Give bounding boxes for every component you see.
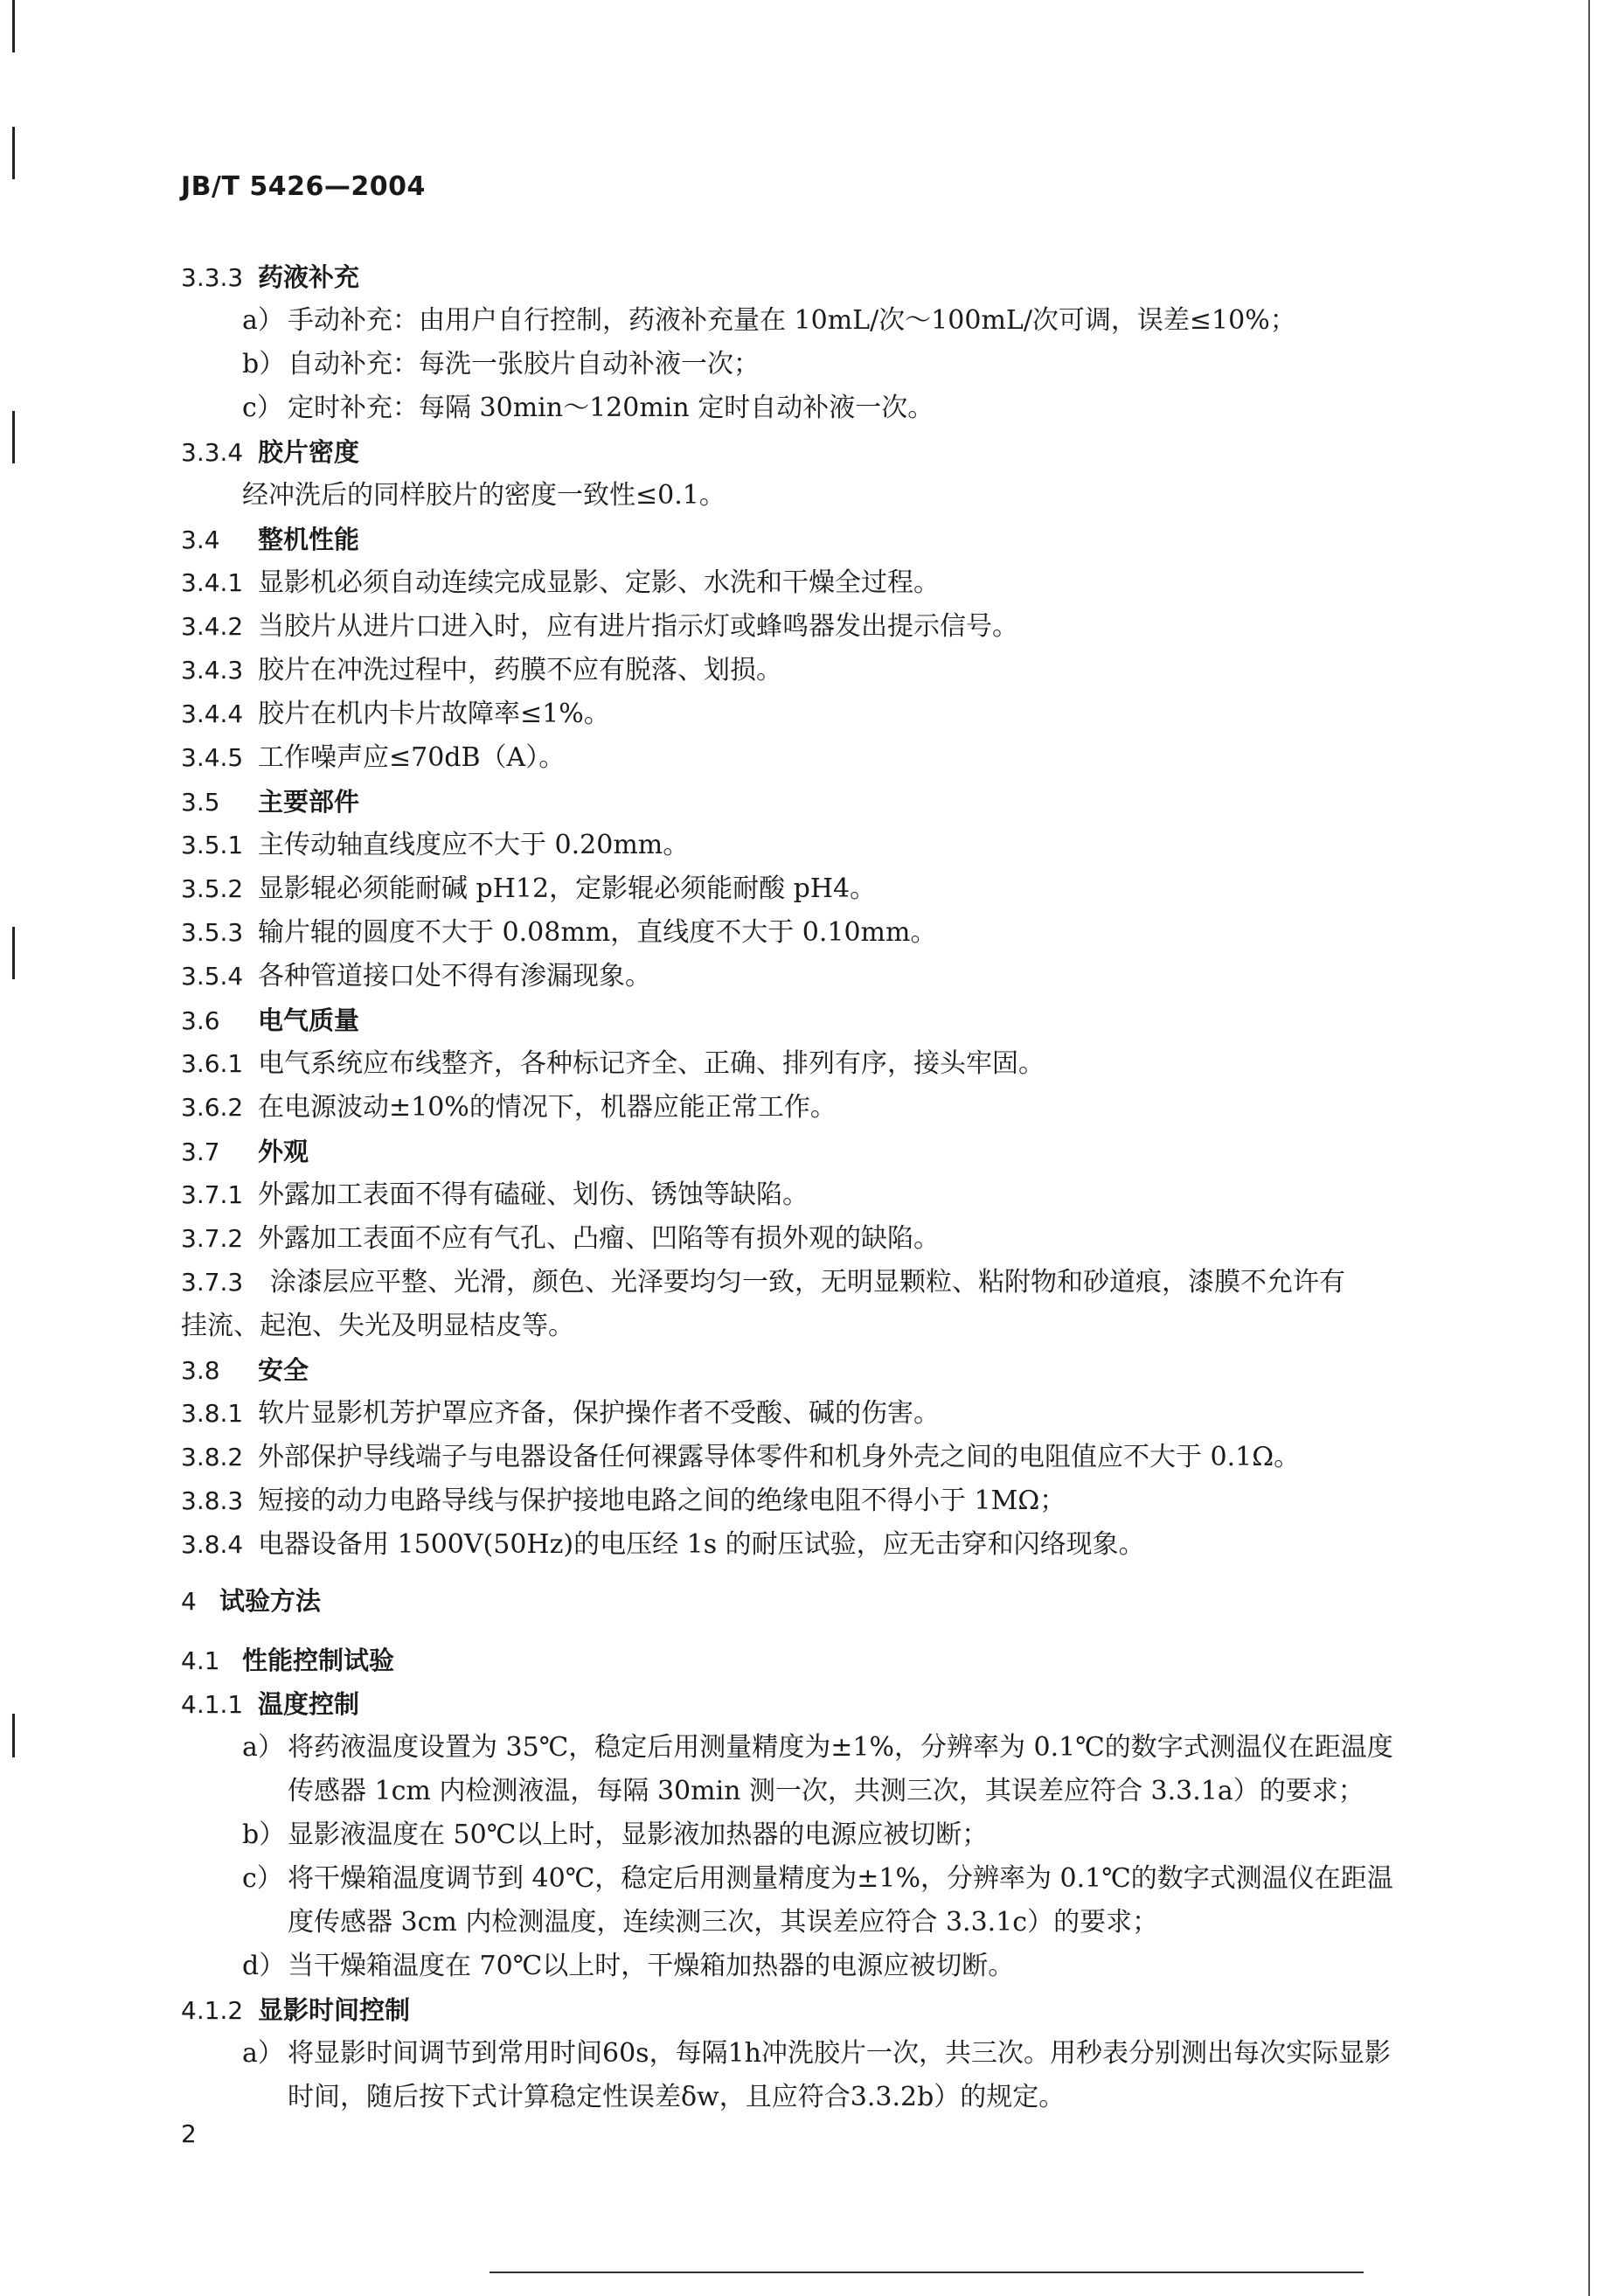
list-item: a） 将显影时间调节到常用时间60s，每隔1h冲洗胶片一次，共三次。用秒表分别测出每次实际显影 xyxy=(242,2038,1391,2069)
clause: 3.6.1 电气系统应布线整齐，各种标记齐全、正确、排列有序，接头牢固。 xyxy=(181,1048,1045,1079)
document-body xyxy=(181,255,1457,2119)
section-heading: 3.5 主要部件 xyxy=(181,787,360,817)
section-heading: 3.6 电气质量 xyxy=(181,1005,360,1035)
scan-edge-line xyxy=(12,1714,15,1757)
clause-continuation: 挂流、起泡、失光及明显桔皮等。 xyxy=(181,1311,574,1341)
scan-edge-line xyxy=(12,411,15,463)
section-heading: 3.7 外观 xyxy=(181,1137,309,1166)
clause: 3.5.3 输片辊的圆度不大于 0.08mm，直线度不大于 0.10mm。 xyxy=(181,917,937,948)
list-item: a） 将药液温度设置为 35℃，稳定后用测量精度为±1%，分辨率为 0.1℃的数字式测温仪在距温度 xyxy=(242,1732,1393,1763)
section-heading: 3.8 安全 xyxy=(181,1355,309,1385)
clause: 3.7.2 外露加工表面不应有气孔、凸瘤、凹陷等有损外观的缺陷。 xyxy=(181,1223,940,1254)
scan-edge-line xyxy=(12,127,15,179)
clause: 3.5.4 各种管道接口处不得有渗漏现象。 xyxy=(181,961,651,991)
clause: 3.5.1 主传动轴直线度应不大于 0.20mm。 xyxy=(181,830,690,860)
list-item: d）当干燥箱温度在 70℃以上时，干燥箱加热器的电源应被切断。 xyxy=(242,1951,1015,1981)
standard-code: JB/T 5426—2004 xyxy=(181,171,426,202)
clause: 3.4.3 胶片在冲洗过程中，药膜不应有脱落、划损。 xyxy=(181,655,782,685)
clause: 3.8.3 短接的动力电路导线与保护接地电路之间的绝缘电阻不得小于 1MΩ； xyxy=(181,1485,1066,1516)
chapter-heading: 4 试验方法 xyxy=(181,1586,322,1616)
clause: 3.7.1 外露加工表面不得有磕碰、划伤、锈蚀等缺陷。 xyxy=(181,1179,809,1210)
scan-edge-line xyxy=(1588,0,1590,2296)
paragraph: 经冲洗后的同样胶片的密度一致性≤0.1。 xyxy=(242,480,726,511)
clause: 3.4.2 当胶片从进片口进入时，应有进片指示灯或蜂鸣器发出提示信号。 xyxy=(181,611,1018,642)
section-heading: 3.4 整机性能 xyxy=(181,525,360,554)
clause: 3.8.4 电器设备用 1500V(50Hz)的电压经 1s 的耐压试验，应无击穿和闪络现象。 xyxy=(181,1529,1145,1560)
list-item: a） 手动补充：由用户自行控制，药液补充量在 10mL/次～100mL/次可调，误差≤10%； xyxy=(242,305,1296,336)
scan-edge-line xyxy=(12,0,15,52)
list-item: b）自动补充：每洗一张胶片自动补液一次； xyxy=(242,349,760,379)
list-item: b）显影液温度在 50℃以上时，显影液加热器的电源应被切断； xyxy=(242,1819,989,1850)
clause: 3.5.2 显影辊必须能耐碱 pH12，定影辊必须能耐酸 pH4。 xyxy=(181,873,877,904)
clause: 3.4.4 胶片在机内卡片故障率≤1%。 xyxy=(181,699,610,729)
clause: 3.4.5 工作噪声应≤70dB（A）。 xyxy=(181,742,566,773)
clause: 3.6.2 在电源波动±10%的情况下，机器应能正常工作。 xyxy=(181,1092,837,1123)
scan-bottom-line xyxy=(490,2272,1364,2273)
page-number: 2 xyxy=(181,2119,197,2148)
section-heading: 4.1.2 显影时间控制 xyxy=(181,1995,411,2025)
clause: 3.8.2 外部保护导线端子与电器设备任何裸露导体零件和机身外壳之间的电阻值应不大于 0.1Ω。 xyxy=(181,1442,1301,1472)
section-heading: 4.1 性能控制试验 xyxy=(181,1645,395,1675)
list-item-continuation: 度传感器 3cm 内检测温度，连续测三次，其误差应符合 3.3.1c）的要求； xyxy=(288,1907,1159,1938)
clause: 3.7.3 涂漆层应平整、光滑，颜色、光泽要均匀一致，无明显颗粒、粘附物和砂道痕，漆膜不允许有 xyxy=(181,1267,1345,1298)
scan-edge-line xyxy=(12,927,15,979)
section-heading: 3.3.3 药液补充 xyxy=(181,262,360,292)
list-item-continuation: 传感器 1cm 内检测液温，每隔 30min 测一次，共测三次，其误差应符合 3.3.1a）的要求； xyxy=(288,1776,1364,1806)
list-item: c） 定时补充：每隔 30min～120min 定时自动补液一次。 xyxy=(242,393,934,423)
section-heading: 4.1.1 温度控制 xyxy=(181,1689,360,1719)
clause: 3.8.1 软片显影机芳护罩应齐备，保护操作者不受酸、碱的伤害。 xyxy=(181,1398,940,1429)
clause: 3.4.1 显影机必须自动连续完成显影、定影、水洗和干燥全过程。 xyxy=(181,567,940,598)
section-heading: 3.3.4 胶片密度 xyxy=(181,437,360,467)
list-item: c） 将干燥箱温度调节到 40℃，稳定后用测量精度为±1%，分辨率为 0.1℃的数字式测温仪在距温 xyxy=(242,1863,1393,1894)
list-item-continuation: 时间，随后按下式计算稳定性误差δw，且应符合3.3.2b）的规定。 xyxy=(288,2082,1066,2112)
